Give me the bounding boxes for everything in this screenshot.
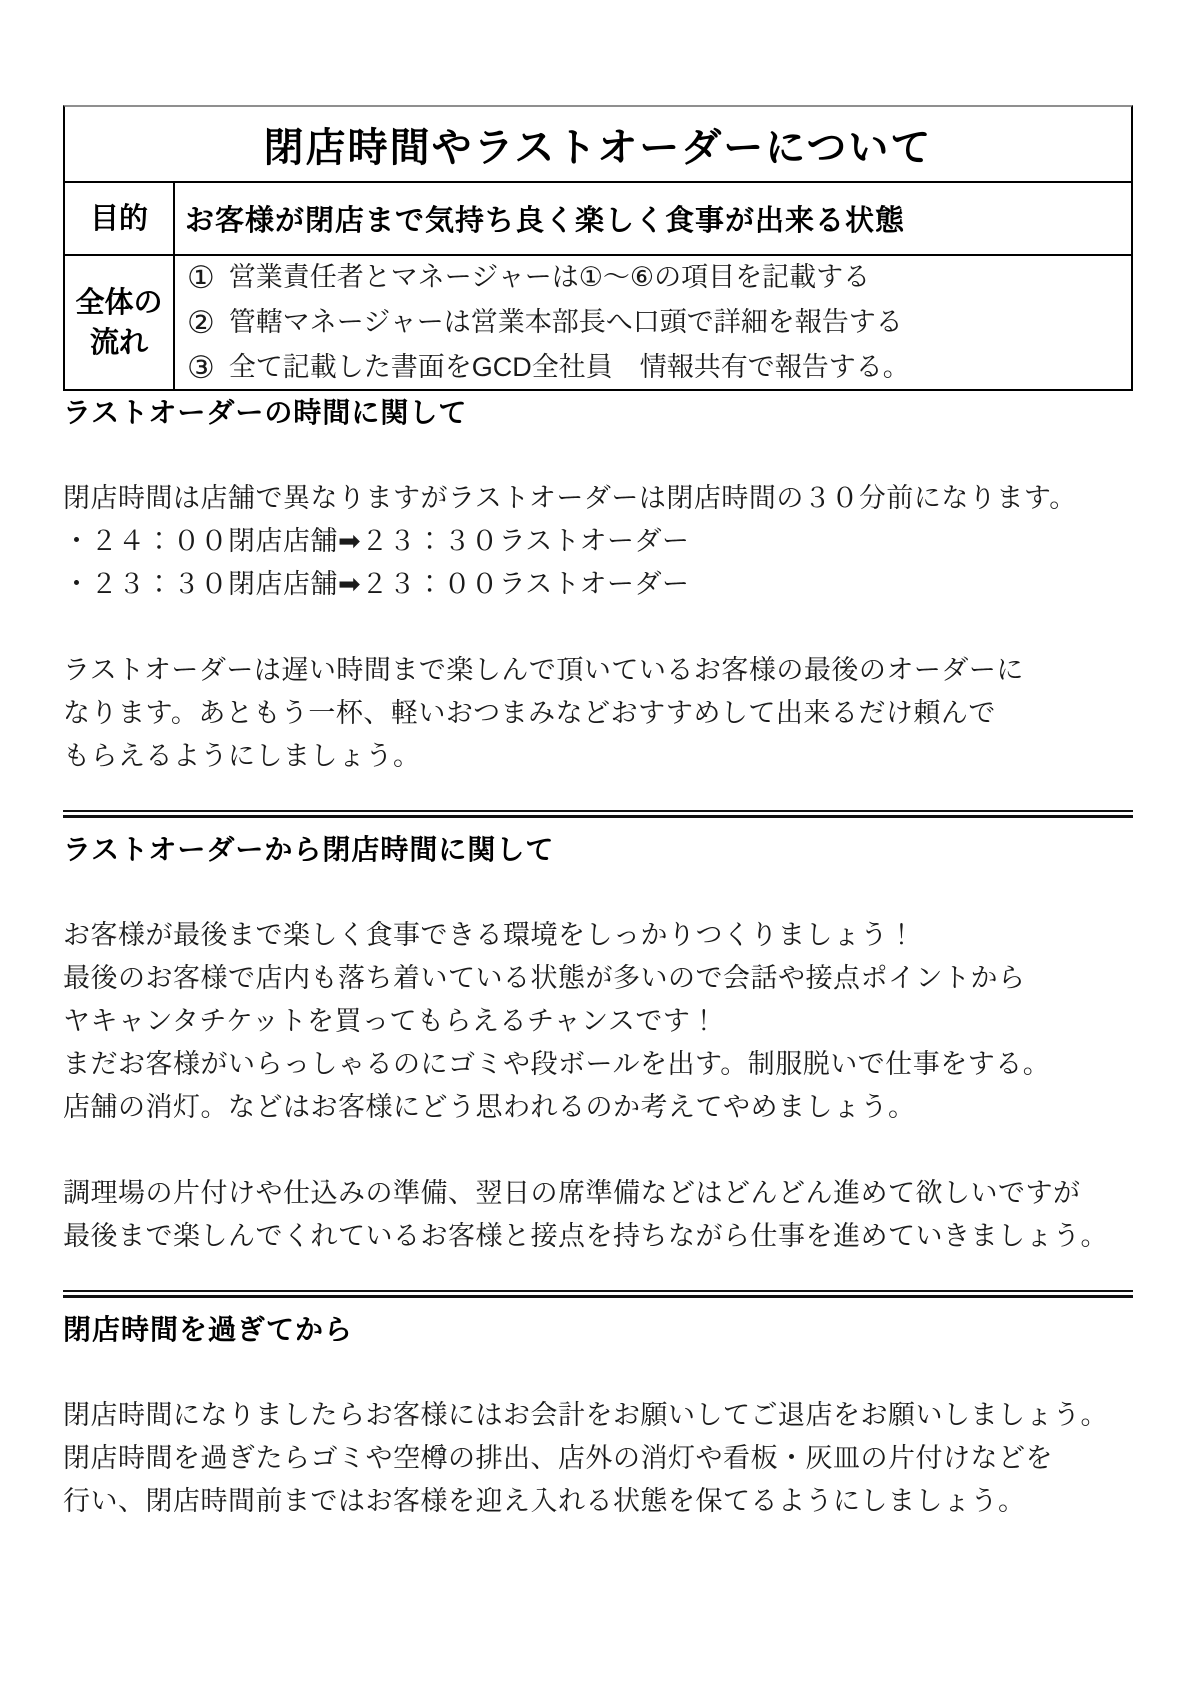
flow-row	[65, 256, 1131, 389]
text-line	[63, 434, 1133, 477]
text-line: 調理場の片付けや仕込みの準備、翌日の席準備などはどんどん進めて欲しいですが	[63, 1178, 1081, 1208]
text-line: 最後まで楽しんでくれているお客様と接点を持ちながら仕事を進めていきましょう。	[63, 1221, 1108, 1251]
text-line: ・２４：００閉店店舗➡２３：３０ラストオーダー	[63, 526, 690, 556]
text-line: なります。あともう一杯、軽いおつまみなどおすすめして出来るだけ頼んで	[63, 698, 996, 728]
text-line: ・２３：３０閉店店舗➡２３：００ラストオーダー	[63, 569, 690, 599]
flow-item-3	[187, 345, 910, 390]
text-line: まだお客様がいらっしゃるのにゴミや段ボールを出す。制服脱いで仕事をする。	[63, 1049, 1051, 1079]
section-heading: ラストオーダーの時間に関して	[63, 397, 468, 428]
text-line: ヤキャンタチケットを買ってもらえるチャンスです！	[63, 1006, 718, 1036]
section-last-order-time	[63, 391, 1133, 778]
flow-item-1-text: 営業責任者とマネージャーは①～⑥の項目を記載する	[228, 262, 871, 292]
text-line: 最後のお客様で店内も落ち着いている状態が多いので会話や接点ポイントから	[63, 963, 1026, 993]
flow-item-2-text: 管轄マネージャーは営業本部長へ口頭で詳細を報告する	[228, 307, 903, 337]
text-line: もらえるようにしましょう。	[63, 741, 421, 771]
flow-label-line1: 全体の	[75, 286, 163, 319]
text-line: お客様が最後まで楽しく食事できる環境をしっかりつくりましょう！	[63, 920, 916, 950]
text-line	[63, 871, 1133, 914]
circled-number-3-icon: ③	[187, 350, 215, 385]
flow-item-2	[187, 300, 903, 345]
double-rule-divider	[63, 1290, 1133, 1298]
summary-table	[63, 105, 1133, 391]
text-line: 閉店時間になりましたらお客様にはお会計をお願いしてご退店をお願いしましょう。	[63, 1400, 1108, 1430]
text-line: 店舗の消灯。などはお客様にどう思われるのか考えてやめましょう。	[63, 1092, 916, 1122]
flow-item-1	[187, 255, 870, 300]
circled-number-1-icon: ①	[187, 260, 215, 295]
flow-item-3-text: 全て記載した書面をGCD全社員 情報共有で報告する。	[228, 352, 910, 382]
purpose-row	[65, 183, 1131, 256]
double-rule-divider	[63, 810, 1133, 818]
section-last-order-to-closing	[63, 810, 1133, 1258]
text-line: ラストオーダーは遅い時間まで楽しんで頂いているお客様の最後のオーダーに	[63, 655, 1024, 685]
text-line	[63, 1351, 1133, 1394]
text-line	[63, 606, 1133, 649]
flow-items-cell	[175, 256, 1131, 389]
flow-label	[65, 256, 175, 389]
document-title: 閉店時間やラストオーダーについて	[65, 107, 1131, 183]
flow-label-line2: 流れ	[89, 326, 148, 359]
section-heading: 閉店時間を過ぎてから	[63, 1314, 354, 1345]
section-after-closing	[63, 1290, 1133, 1523]
text-line	[63, 1129, 1133, 1172]
circled-number-2-icon: ②	[187, 305, 215, 340]
text-line: 閉店時間は店舗で異なりますがラストオーダーは閉店時間の３０分前になります。	[63, 483, 1077, 513]
section-heading: ラストオーダーから閉店時間に関して	[63, 834, 555, 865]
purpose-cell	[175, 183, 1131, 254]
purpose-text: お客様が閉店まで気持ち良く楽しく食事が出来る状態	[185, 205, 906, 237]
text-line: 閉店時間を過ぎたらゴミや空樽の排出、店外の消灯や看板・灰皿の片付けなどを	[63, 1443, 1053, 1473]
purpose-label: 目的	[65, 183, 175, 254]
text-line: 行い、閉店時間前まではお客様を迎え入れる状態を保てるようにしましょう。	[63, 1486, 1026, 1516]
